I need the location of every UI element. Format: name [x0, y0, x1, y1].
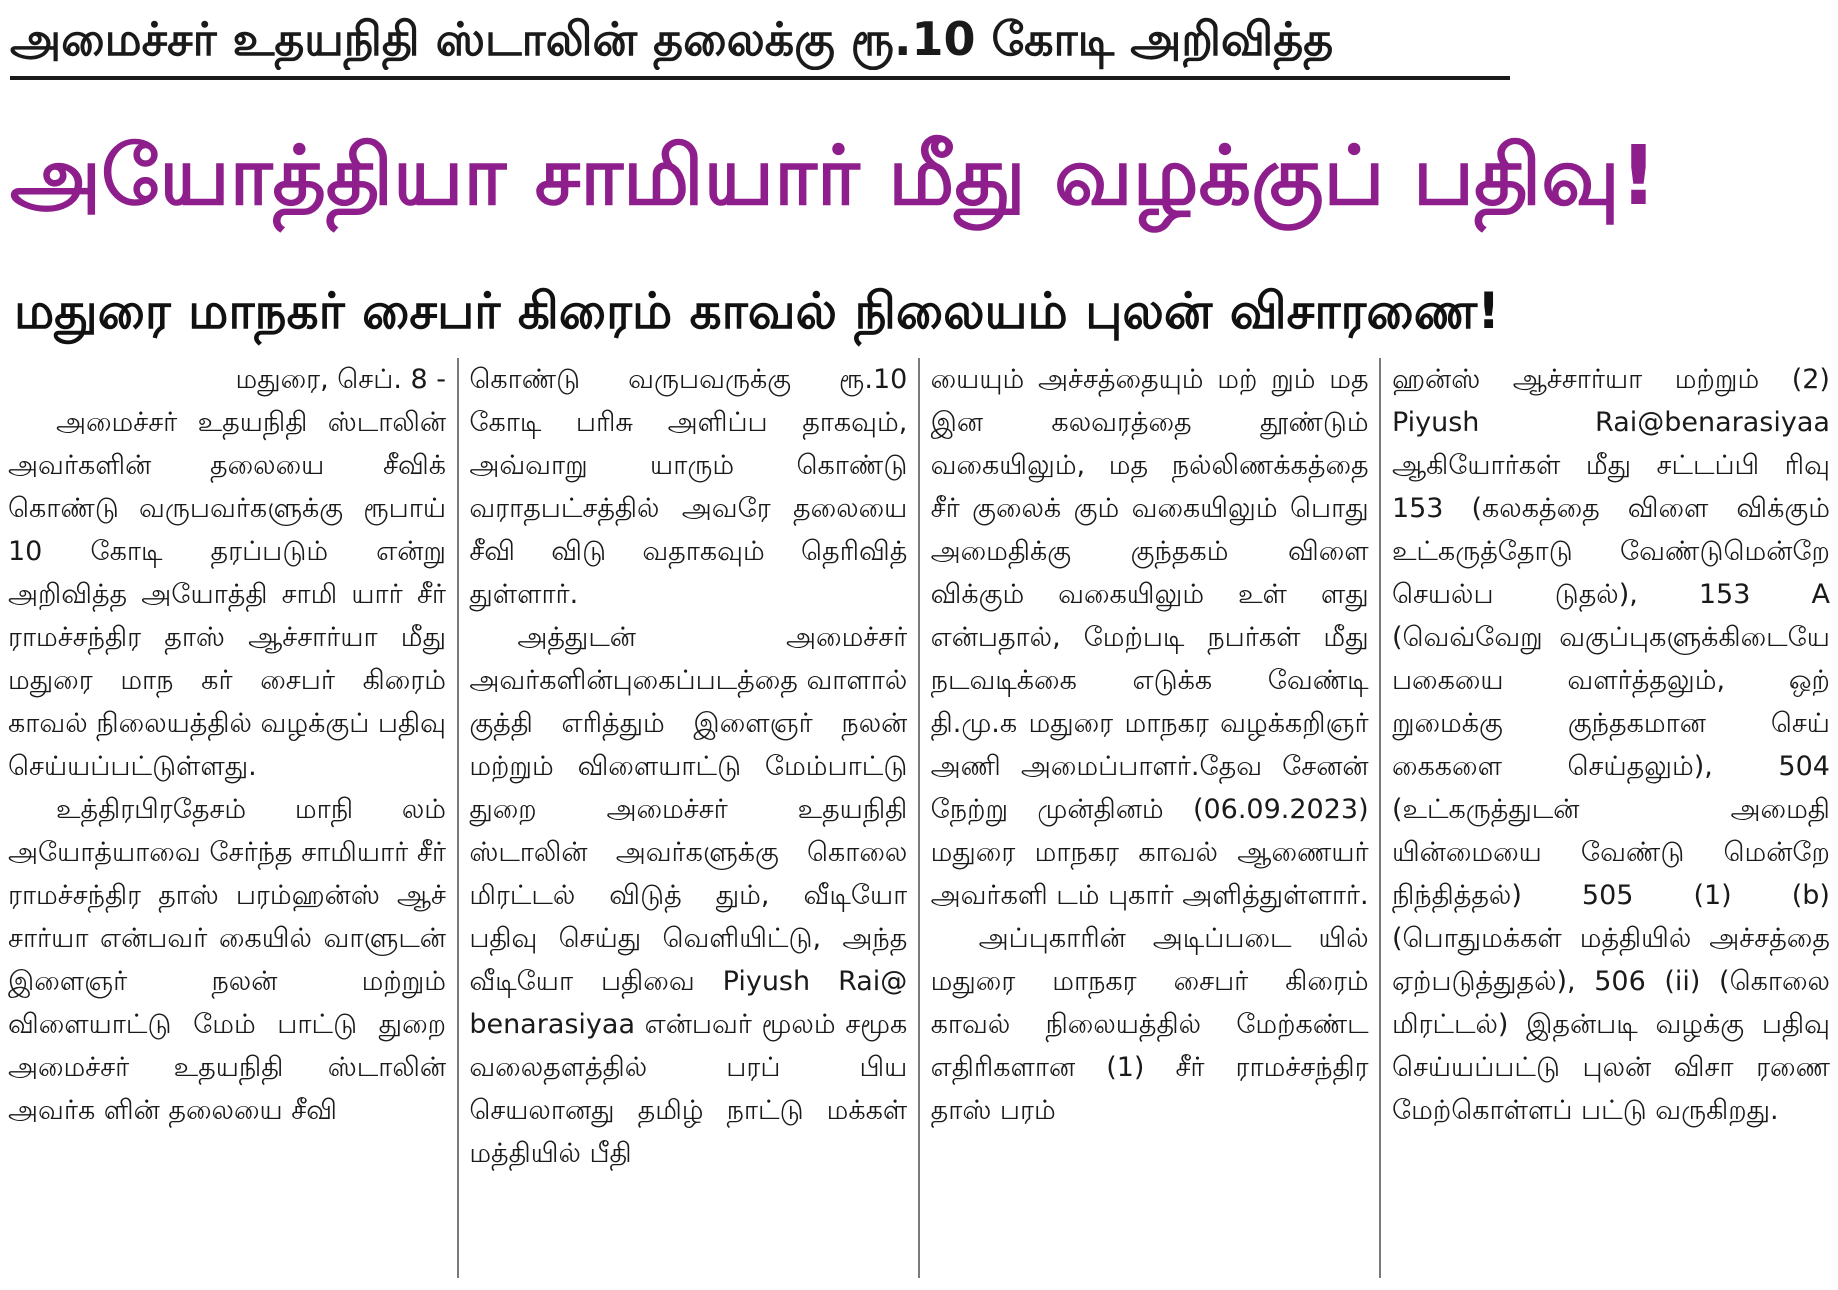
kicker-headline: அமைச்சர் உதயநிதி ஸ்டாலின் தலைக்கு ரூ.10 கோடி அறிவித்த [10, 12, 1334, 66]
paragraph: கொண்டு வருபவருக்கு ரூ.10 கோடி பரிசு அளிப்ப தாகவும், அவ்வாறு யாரும் கொண்டு வராதபட்சத்தில் அவரே தலையை சீவி விடு வதாகவும் தெரிவித் துள்ளார். [469, 364, 908, 610]
paragraph: ஹன்ஸ் ஆச்சார்யா மற்றும் (2) Piyush Rai@benarasiyaa ஆகியோர்கள் மீது சட்டப்பி ரிவு 153 (கலகத்தை விளை விக்கும் உட்கருத்தோடு வேண்டுமென்றே செயல்ப டுதல்), 153 A (வெவ்வேறு வகுப்புகளுக்கிடையே பகையை வளர்த்தலும், ஒற் றுமைக்கு குந்தகமான செய் கைகளை செய்தலும்), 504 (உட்கருத்துடன் அமைதி யின்மையை வேண்டு மென்றே நிந்தித்தல்) 505 (1) (b) (பொதுமக்கள் மத்தியில் அச்சத்தை ஏற்படுத்துதல்), 506 (ii) (கொலை மிரட்டல்) இதன்படி வழக்கு பதிவு செய்யப்பட்டு புலன் விசா ரணை மேற்கொள்ளப் பட்டு வருகிறது. [1391, 364, 1830, 1126]
article-column-4 [1392, 358, 1830, 1278]
main-headline: அயோத்தியா சாமியார் மீது வழக்குப் பதிவு! [10, 129, 1658, 224]
paragraph: உத்திரபிரதேசம் மாநி லம் அயோத்யாவை சேர்ந்த சாமியார் சீர் ராமச்சந்திர தாஸ் பரம்ஹன்ஸ் ஆச் சார்யா என்பவர் கையில் வாளுடன் இளைஞர் நலன் மற்றும் விளையாட்டு மேம் பாட்டு துறை அமைச்சர் உதயநிதி ஸ்டாலின் அவர்க ளின் தலையை சீவி [8, 794, 446, 1126]
paragraph: யையும் அச்சத்தையும் மற் றும் மத இன கலவரத்தை தூண்டும் வகையிலும், மத நல்லிணக்கத்தை சீர் குலைக் கும் வகையிலும் பொது அமைதிக்கு குந்தகம் விளை விக்கும் வகையிலும் உள் ளது என்பதால், மேற்படி நபர்கள் மீது நடவடிக்கை எடுக்க வேண்டி தி.மு.க மதுரை மாநகர வழக்கறிஞர் அணி அமைப்பாளர்.தேவ சேனன் நேற்று முன்தினம் (06.09.2023) மதுரை மாநகர காவல் ஆணையர் அவர்களி டம் புகார் அளித்துள்ளார். [930, 364, 1369, 911]
column-divider [1379, 358, 1381, 1278]
sub-headline: மதுரை மாநகர் சைபர் கிரைம் காவல் நிலையம் புலன் விசாரணை! [14, 282, 1501, 340]
article-column-1 [8, 358, 446, 1278]
article-column-2 [469, 358, 907, 1278]
paragraph: அப்புகாரின் அடிப்படை யில் மதுரை மாநகர சைபர் கிரைம் காவல் நிலையத்தில் மேற்கண்ட எதிரிகளான (1) சீர் ராமச்சந்திர தாஸ் பரம் [930, 923, 1369, 1126]
article-columns [8, 358, 1830, 1278]
article-column-3 [931, 358, 1369, 1278]
paragraph: அத்துடன் அமைச்சர் அவர்களின்புகைப்படத்தை வாளால் குத்தி எரித்தும் இளைஞர் நலன் மற்றும் விளையாட்டு மேம்பாட்டு துறை அமைச்சர் உதயநிதி ஸ்டாலின் அவர்களுக்கு கொலை மிரட்டல் விடுத் தும், வீடியோ பதிவு செய்து வெளியிட்டு, அந்த வீடியோ பதிவை Piyush Rai@ benarasiyaa என்பவர் மூலம் சமூக வலைதளத்தில் பரப் பிய செயலானது தமிழ் நாட்டு மக்கள் மத்தியில் பீதி [469, 622, 908, 1169]
column-divider [457, 358, 459, 1278]
dateline: மதுரை, செப். 8 - [235, 364, 446, 395]
kicker-underline [10, 76, 1510, 80]
paragraph: அமைச்சர் உதயநிதி ஸ்டாலின் அவர்களின் தலையை சீவிக் கொண்டு வருபவர்களுக்கு ரூபாய் 10 கோடி தரப்படும் என்று அறிவித்த அயோத்தி சாமி யார் சீர் ராமச்சந்திர தாஸ் ஆச்சார்யா மீது மதுரை மாந கர் சைபர் கிரைம் காவல் நிலையத்தில் வழக்குப் பதிவு செய்யப்பட்டுள்ளது. [8, 407, 446, 782]
column-divider [918, 358, 920, 1278]
